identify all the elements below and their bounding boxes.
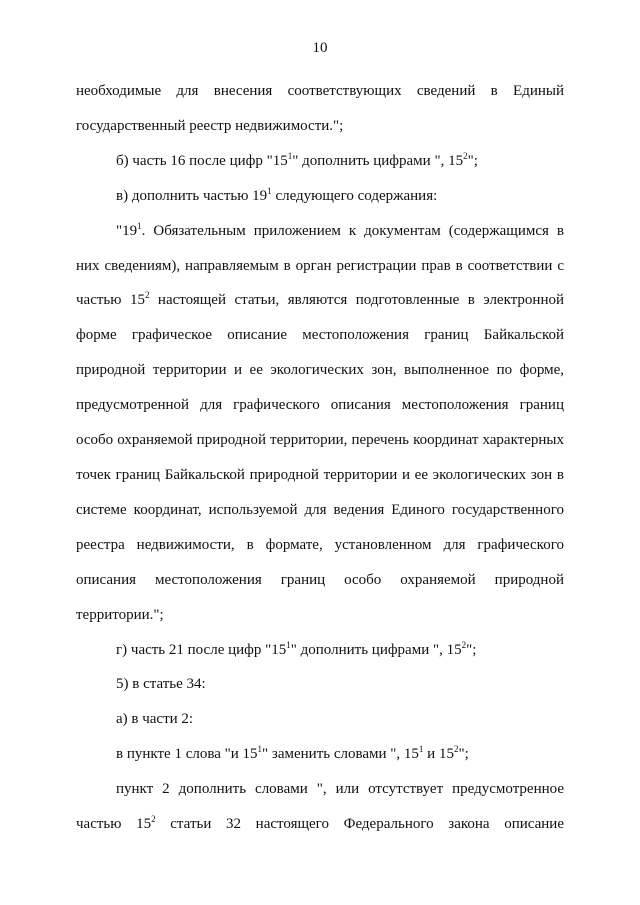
text-run: " дополнить цифрами ", 15 — [292, 152, 464, 169]
superscript-index: 2 — [463, 150, 468, 161]
paragraph — [76, 74, 564, 144]
text-run: в) дополнить частью 19 — [116, 187, 268, 204]
paragraph — [76, 144, 564, 179]
text-run: г) часть 21 после цифр "15 — [116, 641, 287, 658]
page-number: 10 — [312, 40, 328, 56]
text-run: настоящей статьи, являются подготовленные в электронной форме графическое описание местоположения границ Байкальской природной территории и ее экологических зон, выполненное по форме, предусмотренной для графического описания местоположения границ особо охраняемой природной территории, перечень координат характерных точек границ Байкальской природной территории и ее экологических зон в системе координат, используемой для ведения Единого государственного реестра недвижимости, в формате, установленном для графического описания местоположения границ особо охраняемой природной территории."; — [76, 292, 564, 623]
paragraph — [76, 179, 564, 214]
text-run: "19 — [116, 222, 138, 239]
superscript-index: 1 — [267, 185, 272, 196]
text-run: 5) в статье 34: — [116, 676, 206, 693]
paragraph — [76, 633, 564, 668]
paragraph — [76, 214, 564, 633]
text-run: . Обязательным приложением к документам (содержащимся в них сведениям), направляемым в орган регистрации прав в соответствии с частью 15 — [76, 222, 564, 309]
document-body — [76, 74, 564, 842]
text-run: "; — [467, 152, 478, 169]
text-run: и 15 — [423, 746, 454, 763]
paragraph — [76, 772, 564, 842]
superscript-index: 1 — [286, 639, 291, 650]
paragraph — [76, 737, 564, 772]
superscript-index: 1 — [137, 220, 142, 231]
text-run: а) в части 2: — [116, 711, 194, 728]
superscript-index: 2 — [144, 290, 150, 301]
text-run: "; — [458, 746, 469, 763]
superscript-index: 1 — [418, 744, 424, 755]
text-run: "; — [466, 641, 477, 658]
superscript-index: 1 — [287, 150, 293, 161]
text-run: " дополнить цифрами ", 15 — [290, 641, 462, 658]
superscript-index: 2 — [461, 639, 467, 650]
superscript-index: 2 — [151, 814, 156, 825]
text-run: в пункте 1 слова "и 15 — [116, 746, 258, 763]
superscript-index: 2 — [453, 744, 459, 755]
superscript-index: 1 — [257, 744, 263, 755]
text-run: следующего содержания: — [271, 187, 438, 204]
paragraph — [76, 702, 564, 737]
text-run: пункт 2 дополнить словами ", или отсутствует предусмотренное частью 15 — [76, 781, 564, 833]
text-run: статьи 32 настоящего Федерального закона описание — [155, 816, 564, 833]
text-run: б) часть 16 после цифр "15 — [116, 152, 288, 169]
text-run: " заменить словами ", 15 — [262, 746, 419, 763]
paragraph — [76, 667, 564, 702]
text-run: необходимые для внесения соответствующих сведений в Единый государственный реестр недвижимости."; — [76, 83, 564, 134]
